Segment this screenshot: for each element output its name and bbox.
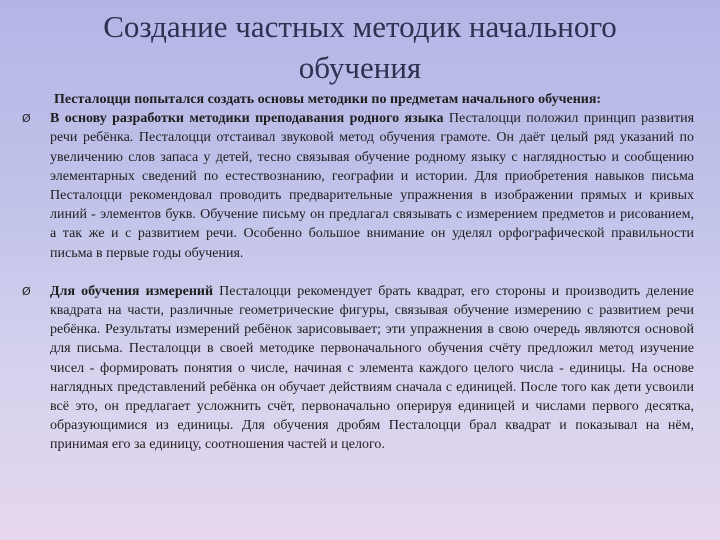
intro-paragraph — [22, 90, 694, 109]
list-item-text — [50, 109, 694, 263]
intro-text: Песталоцци попытался создать основы методики по предметам начального обучения: — [54, 92, 602, 107]
list-item-lead: В основу разработки методики преподавания родного языка — [50, 111, 444, 127]
list-item-body: Песталоцци положил принцип развития речи ребёнка. Песталоцци отстаивал звуковой метод обучения грамоте. Он даёт целый ряд указаний по увеличению слов запаса у детей, тесно связывая обучение родному языку с наглядностью и сообщению элементарных сведений по естествознанию, географии и истории. Для приобретения навыков письма Песталоцци рекомендовал проводить предварительные упражнения в изображении прямых и кривых линий - элементов букв. Обучение письму он предлагал связывать с измерением предметов и рисованием, а так же и с развитием речи. Особенно большое внимание он уделял орфографической правильности письма в первые годы обучения. — [50, 111, 695, 261]
list-item-lead: Для обучения измерений — [50, 283, 214, 299]
arrow-bullet-icon: Ø — [22, 112, 31, 126]
list-item — [22, 109, 694, 263]
list-item-body: Песталоцци рекомендует брать квадрат, его стороны и производить деление квадрата на части, различные геометрические фигуры, связывая обучение измерению с развитием речи ребёнка. Результаты измерений ребёнок зарисовывает; эти упражнения в свою очередь являются основой для письма. Песталоцци в своей методике первоначального обучения счёту предложил метод изучение чисел - формировать понятия о числе, начиная с элемента каждого целого числа - единицы. На основе наглядных представлений ребёнка он обучает действиям сначала с единицей. После того как дети усвоили всё это, он предлагает усложнить счёт, первоначально оперируя единицей и числами первого десятка, образующимися из единицы. Для обучения дробям Песталоцци брал квадрат и показывал на нём, принимая его за единицу, соотношения частей и целого. — [50, 283, 695, 453]
arrow-bullet-icon: Ø — [22, 284, 31, 298]
slide-title-line-1: Создание частных методик начального — [103, 9, 617, 44]
list-item — [22, 282, 694, 455]
slide-title — [0, 6, 720, 88]
list-item-text — [50, 282, 694, 455]
slide-body — [22, 90, 694, 455]
slide-title-line-2: обучения — [298, 50, 422, 85]
